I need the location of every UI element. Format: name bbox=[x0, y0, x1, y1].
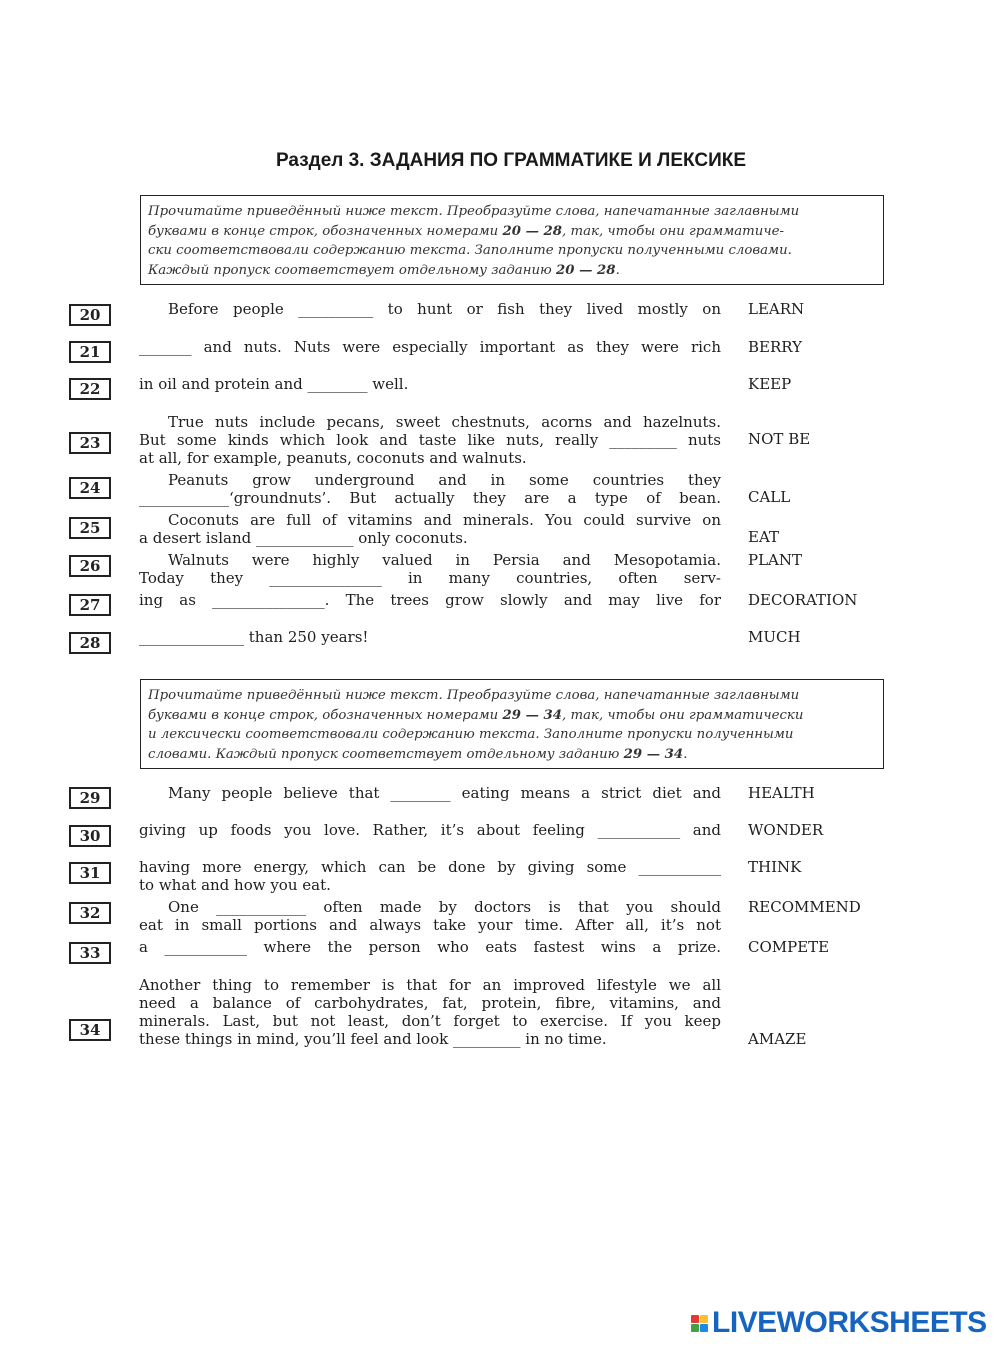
text-line: these things in mind, you’ll feel and look _________ in no time. bbox=[139, 1030, 607, 1048]
task-number-34: 34 bbox=[69, 1019, 111, 1041]
text-line: a desert island _____________ only coconuts. bbox=[139, 529, 468, 547]
text-line: ____________‘groundnuts’. But actually they are a type of bean. bbox=[139, 489, 721, 507]
text-line: a ___________ where the person who eats fastest wins a prize. bbox=[139, 938, 721, 956]
prompt-word-32: RECOMMEND bbox=[748, 898, 861, 916]
logo-mark-icon bbox=[691, 1315, 708, 1332]
text-line: ing as _______________. The trees grow slowly and may live for bbox=[139, 591, 721, 609]
text-line: Walnuts were highly valued in Persia and Mesopotamia. bbox=[168, 551, 721, 569]
task-number-21: 21 bbox=[69, 341, 111, 363]
logo-text: LIVEWORKSHEETS bbox=[712, 1306, 987, 1339]
text-line: having more energy, which can be done by giving some ___________ bbox=[139, 858, 721, 876]
prompt-word-33: COMPETE bbox=[748, 938, 830, 956]
text-line: to what and how you eat. bbox=[139, 876, 331, 894]
prompt-word-27: DECORATION bbox=[748, 591, 858, 609]
text-line: True nuts include pecans, sweet chestnuts, acorns and hazelnuts. bbox=[168, 413, 721, 431]
prompt-word-29: HEALTH bbox=[748, 784, 815, 802]
task-number-22: 22 bbox=[69, 378, 111, 400]
task-number-27: 27 bbox=[69, 594, 111, 616]
instructions-box-1: Прочитайте приведённый ниже текст. Преобразуйте слова, напечатанные заглавными буквами в конце строк, обозначенных номерами 20 — 28, так, чтобы они грамматиче- ски соответствовали содержанию текста. Заполните пропуски полученными словами. Каждый пропуск соответствует отдельному заданию 20 — 28. bbox=[140, 195, 884, 285]
prompt-word-21: BERRY bbox=[748, 338, 803, 356]
task-number-30: 30 bbox=[69, 825, 111, 847]
text-line: eat in small portions and always take your time. After all, it’s not bbox=[139, 916, 721, 934]
text-line: But some kinds which look and taste like nuts, really _________ nuts bbox=[139, 431, 721, 449]
text-line: Today they _______________ in many countries, often serv- bbox=[139, 569, 721, 587]
text-line: Coconuts are full of vitamins and minerals. You could survive on bbox=[168, 511, 721, 529]
task-number-20: 20 bbox=[69, 304, 111, 326]
text-line: One ____________ often made by doctors is that you should bbox=[168, 898, 721, 916]
prompt-word-34: AMAZE bbox=[748, 1030, 807, 1048]
prompt-word-31: THINK bbox=[748, 858, 802, 876]
text-line: Before people __________ to hunt or fish they lived mostly on bbox=[168, 300, 721, 318]
prompt-word-30: WONDER bbox=[748, 821, 824, 839]
prompt-word-22: KEEP bbox=[748, 375, 792, 393]
task-number-26: 26 bbox=[69, 555, 111, 577]
task-number-31: 31 bbox=[69, 862, 111, 884]
page-title: Раздел 3. ЗАДАНИЯ ПО ГРАММАТИКЕ И ЛЕКСИКЕ bbox=[275, 150, 747, 171]
prompt-word-23: NOT BE bbox=[748, 430, 811, 448]
text-line: in oil and protein and ________ well. bbox=[139, 375, 409, 393]
prompt-word-28: MUCH bbox=[748, 628, 801, 646]
instructions-box-2: Прочитайте приведённый ниже текст. Преобразуйте слова, напечатанные заглавными буквами в конце строк, обозначенных номерами 29 — 34, так, чтобы они грамматически и лексически соответствовали содержанию текста. Заполните пропуски полученными словами. Каждый пропуск соответствует отдельному заданию 29 — 34. bbox=[140, 679, 884, 769]
task-number-28: 28 bbox=[69, 632, 111, 654]
text-line: giving up foods you love. Rather, it’s about feeling ___________ and bbox=[139, 821, 721, 839]
task-number-32: 32 bbox=[69, 902, 111, 924]
liveworksheets-logo bbox=[691, 1308, 987, 1338]
text-line: at all, for example, peanuts, coconuts and walnuts. bbox=[139, 449, 527, 467]
text-line: minerals. Last, but not least, don’t forget to exercise. If you keep bbox=[139, 1012, 721, 1030]
text-line: Another thing to remember is that for an improved lifestyle we all bbox=[139, 976, 721, 994]
prompt-word-25: EAT bbox=[748, 528, 779, 546]
task-number-33: 33 bbox=[69, 942, 111, 964]
task-number-23: 23 bbox=[69, 432, 111, 454]
task-number-24: 24 bbox=[69, 477, 111, 499]
text-line: ______________ than 250 years! bbox=[139, 628, 369, 646]
prompt-word-26: PLANT bbox=[748, 551, 803, 569]
text-line: Peanuts grow underground and in some countries they bbox=[168, 471, 721, 489]
task-number-29: 29 bbox=[69, 787, 111, 809]
task-number-25: 25 bbox=[69, 517, 111, 539]
prompt-word-24: CALL bbox=[748, 488, 791, 506]
text-line: need a balance of carbohydrates, fat, protein, fibre, vitamins, and bbox=[139, 994, 721, 1012]
text-line: Many people believe that ________ eating means a strict diet and bbox=[168, 784, 721, 802]
text-line: _______ and nuts. Nuts were especially important as they were rich bbox=[139, 338, 721, 356]
prompt-word-20: LEARN bbox=[748, 300, 805, 318]
